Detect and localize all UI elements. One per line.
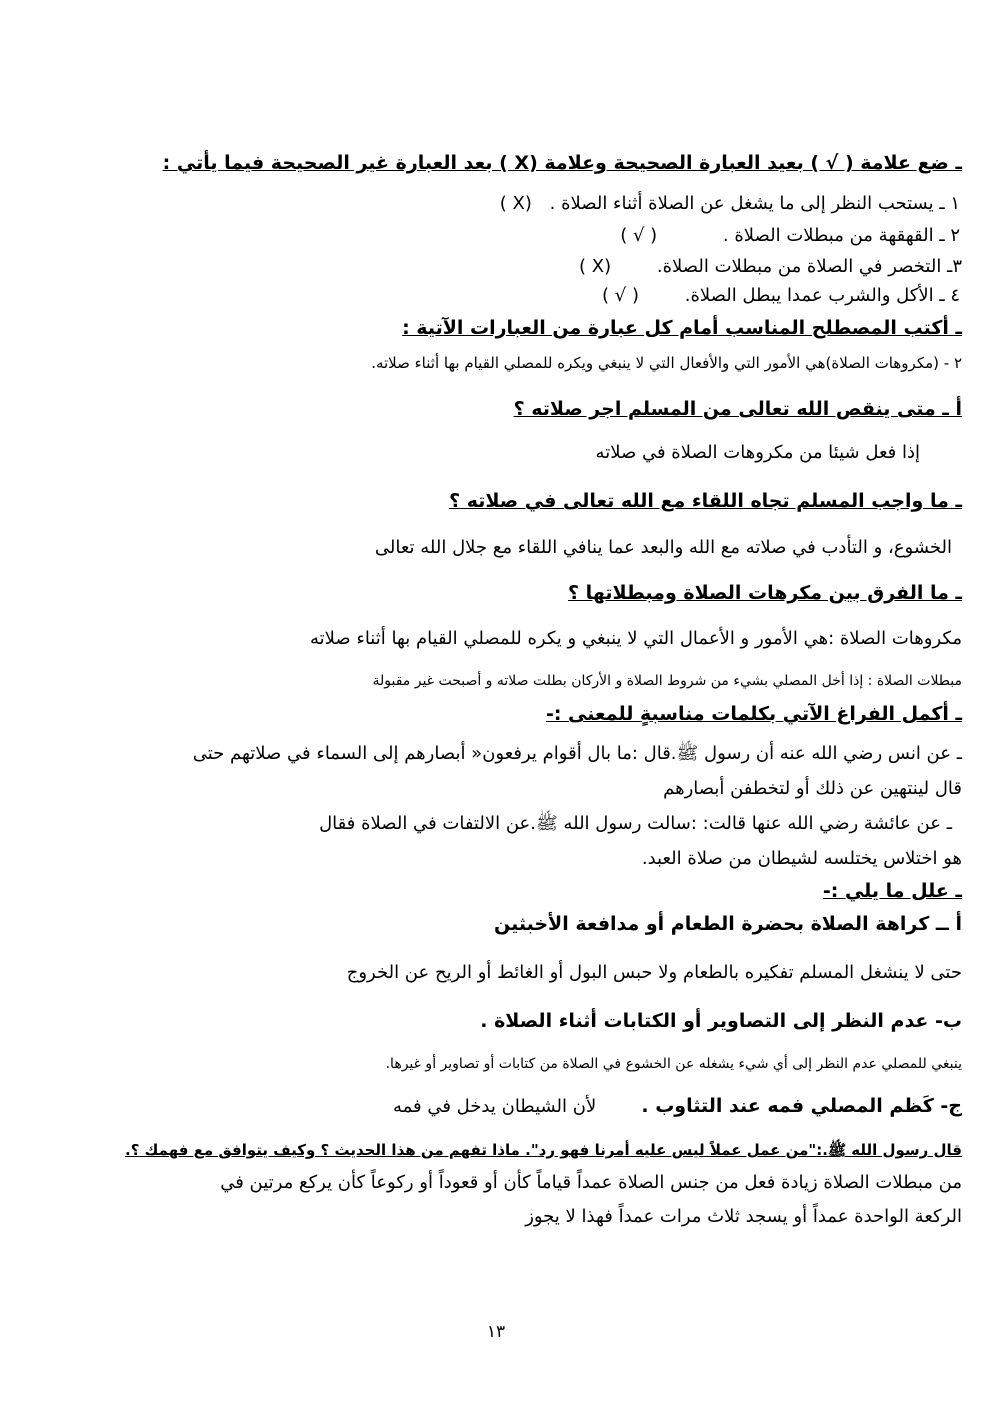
tf-item-1-mark: (X ) — [499, 193, 532, 214]
reason-a-title: أ ــ كراهة الصلاة بحضرة الطعام أو مدافعة الأخبثين — [493, 913, 962, 935]
page-number: ١٣ — [486, 1322, 506, 1342]
question-2: ـ ما واجب المسلم تجاه اللقاء مع الله تعالى في صلاته ؟ — [449, 490, 962, 512]
question-3: ـ ما الفرق بين مكرهات الصلاة ومبطلاتها ؟ — [568, 582, 962, 604]
fill-line-3: ـ عن عائشة رضي الله عنها قالت: :سالت رسول الله ﷺ.عن الالتفات في الصلاة فقال — [319, 813, 952, 834]
fill-line-4: هو اختلاس يختلسه لشيطان من صلاة العبد. — [641, 848, 962, 869]
tf-item-3: ٣ـ التخصر في الصلاة من مبطلات الصلاة. (X ) — [579, 256, 962, 277]
fill-line-2: قال لينتهين عن ذلك أو لتخطفن أبصارهم — [663, 778, 962, 799]
answer-1: إذا فعل شيئا من مكروهات الصلاة في صلاته — [595, 442, 920, 463]
answer-3b: مبطلات الصلاة : إذا أخل المصلي بشيء من شروط الصلاة و الأركان بطلت صلاته و أصبحت غير مقبولة — [372, 673, 962, 689]
hadith-answer-2: الركعة الواحدة عمداً أو يسجد ثلاث مرات عمداً فهذا لا يجوز — [525, 1206, 962, 1227]
tf-item-1: ١ ـ يستحب النظر إلى ما يشغل عن الصلاة أثناء الصلاة . (X ) — [499, 193, 960, 214]
answer-3a: مكروهات الصلاة :هي الأمور و الأعمال التي لا ينبغي و يكره للمصلي القيام بها أثناء صلاته — [309, 628, 962, 649]
reason-c-title: ج- كَظم المصلي فمه عند التثاوب . — [641, 1095, 962, 1117]
hadith-question: قال رسول الله ﷺ.:"من عمل عملاً ليس عليه أمرنا فهو رد". ماذا تفهم من هذا الحديث ؟ وكيف يتوافق مع فهمك ؟. — [125, 1141, 962, 1159]
tf-item-4: ٤ ـ الأكل والشرب عمدا يبطل الصلاة. ( √ ) — [602, 285, 960, 306]
tf-item-4-mark: ( √ ) — [602, 285, 639, 306]
tf-item-3-mark: (X ) — [579, 256, 612, 277]
fill-blank-heading: ـ أكمل الفراغ الآتي بكلمات مناسبةٍ للمعنى :- — [545, 703, 962, 725]
tf-item-2: ٢ ـ القهقهة من مبطلات الصلاة . ( √ ) — [620, 225, 960, 246]
question-1: أ ـ متى ينقص الله تعالى من المسلم اجر صلاته ؟ — [513, 398, 962, 420]
reason-b-answer: ينبغي للمصلي عدم النظر إلى أي شيء يشغله عن الخشوع في الصلاة من كتابات أو تصاوير أو غيرها. — [385, 1056, 962, 1072]
fill-line-1: ـ عن انس رضي الله عنه أن رسول ﷺ.قال :ما بال أقوام يرفعون« أبصارهم إلى السماء في صلاتهم حتى — [192, 743, 962, 764]
reason-a-answer: حتى لا ينشغل المسلم تفكيره بالطعام ولا حبس البول أو الغائط أو الريح عن الخروج — [346, 962, 962, 983]
term-heading: ـ أكتب المصطلح المناسب أمام كل عبارة من العبارات الآتية : — [402, 317, 962, 339]
true-false-heading: ـ ضع علامة ( √ ) بعيد العبارة الصحيحة وعلامة (X ) بعد العبارة غير الصحيحة فيما يأتي : — [162, 152, 962, 174]
reason-c-answer: لأن الشيطان يدخل في فمه — [392, 1096, 597, 1117]
hadith-answer-1: من مبطلات الصلاة زيادة فعل من جنس الصلاة عمداً قياماً كأن أو قعوداً أو ركوعاً كأن يركع مرتين في — [220, 1172, 962, 1193]
term-item: ٢ - (مكروهات الصلاة)هي الأمور التي والأفعال التي لا ينبغي ويكره للمصلي القيام بها أثناء صلاته. — [371, 354, 962, 372]
tf-item-2-mark: ( √ ) — [620, 225, 658, 246]
answer-2: الخشوع، و التأدب في صلاته مع الله والبعد عما ينافي اللقاء مع جلال الله تعالى — [374, 537, 952, 558]
reason-b-title: ب- عدم النظر إلى التصاوير أو الكتابات أثناء الصلاة . — [480, 1010, 962, 1032]
reason-heading: ـ علل ما يلي :- — [822, 880, 962, 902]
reason-c — [30, 1095, 962, 1118]
